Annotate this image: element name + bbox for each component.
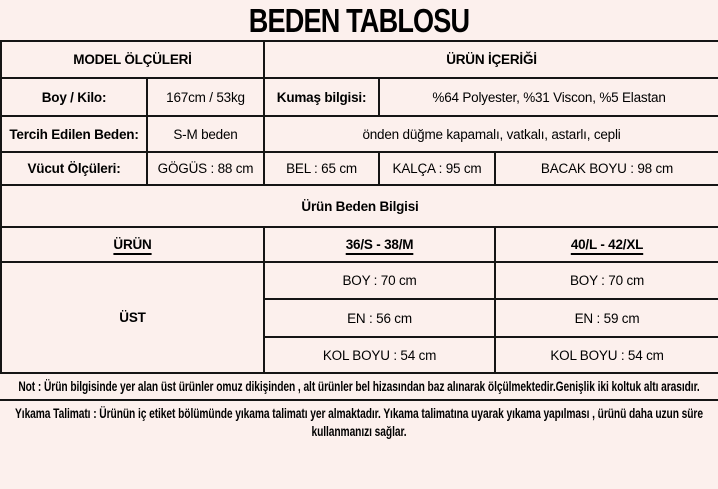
- column-header-product: [1, 227, 264, 262]
- sleeve-size-lxl: KOL BOYU : 54 cm: [495, 337, 718, 373]
- product-type-ust: ÜST: [1, 262, 264, 373]
- preferred-size-value: S-M beden: [147, 116, 264, 152]
- size-info-title-row: [1, 185, 718, 227]
- body-measurements-row: [1, 152, 718, 185]
- size-columns-header-row: [1, 227, 718, 262]
- fabric-info-label: Kumaş bilgisi:: [264, 78, 379, 116]
- length-size-lxl: BOY : 70 cm: [495, 262, 718, 299]
- height-weight-label: Boy / Kilo:: [1, 78, 147, 116]
- length-size-sm: BOY : 70 cm: [264, 262, 495, 299]
- column-header-size-36s-38m: [264, 227, 495, 262]
- model-measurements-header: MODEL ÖLÇÜLERİ: [1, 41, 264, 78]
- leg-length-measurement: BACAK BOYU : 98 cm: [495, 152, 718, 185]
- sleeve-size-sm: KOL BOYU : 54 cm: [264, 337, 495, 373]
- product-features-value: önden düğme kapamalı, vatkalı, astarlı, cepli: [264, 116, 718, 152]
- length-row: [1, 262, 718, 299]
- product-content-header: ÜRÜN İÇERİĞİ: [264, 41, 718, 78]
- footnotes: [0, 374, 718, 440]
- width-size-lxl: EN : 59 cm: [495, 299, 718, 337]
- column-header-size-36s-38m-label: 36/S - 38/M: [345, 237, 414, 252]
- hip-measurement: KALÇA : 95 cm: [379, 152, 495, 185]
- preferred-size-row: [1, 116, 718, 152]
- size-info-title: Ürün Beden Bilgisi: [1, 185, 718, 227]
- size-chart-table: [0, 40, 718, 374]
- table-header-row: [1, 41, 718, 78]
- washing-instructions-note: Yıkama Talimatı : Ürünün iç etiket bölümünde yıkama talimatı yer almaktadır. Yıkama talimatına uyarak yıkama yapılması , ürünü daha uzun süre kullanmanızı sağlar.: [15, 405, 703, 439]
- page-title: BEDEN TABLOSU: [248, 2, 470, 39]
- column-header-size-40l-42xl-label: 40/L - 42/XL: [570, 237, 644, 252]
- body-measurements-label: Vücut Ölçüleri:: [1, 152, 147, 185]
- preferred-size-label: Tercih Edilen Beden:: [1, 116, 147, 152]
- height-weight-row: [1, 78, 718, 116]
- column-header-product-label: ÜRÜN: [113, 237, 152, 252]
- column-header-size-40l-42xl: [495, 227, 718, 262]
- width-size-sm: EN : 56 cm: [264, 299, 495, 337]
- chest-measurement: GÖGÜS : 88 cm: [147, 152, 264, 185]
- measurement-note: Not : Ürün bilgisinde yer alan üst ürünler omuz dikişinden , alt ürünler bel hizasından baz alınarak ölçülmektedir.Genişlik iki koltuk altı arasıdır.: [18, 379, 700, 394]
- height-weight-value: 167cm / 53kg: [147, 78, 264, 116]
- waist-measurement: BEL : 65 cm: [264, 152, 379, 185]
- fabric-info-value: %64 Polyester, %31 Viscon, %5 Elastan: [379, 78, 718, 116]
